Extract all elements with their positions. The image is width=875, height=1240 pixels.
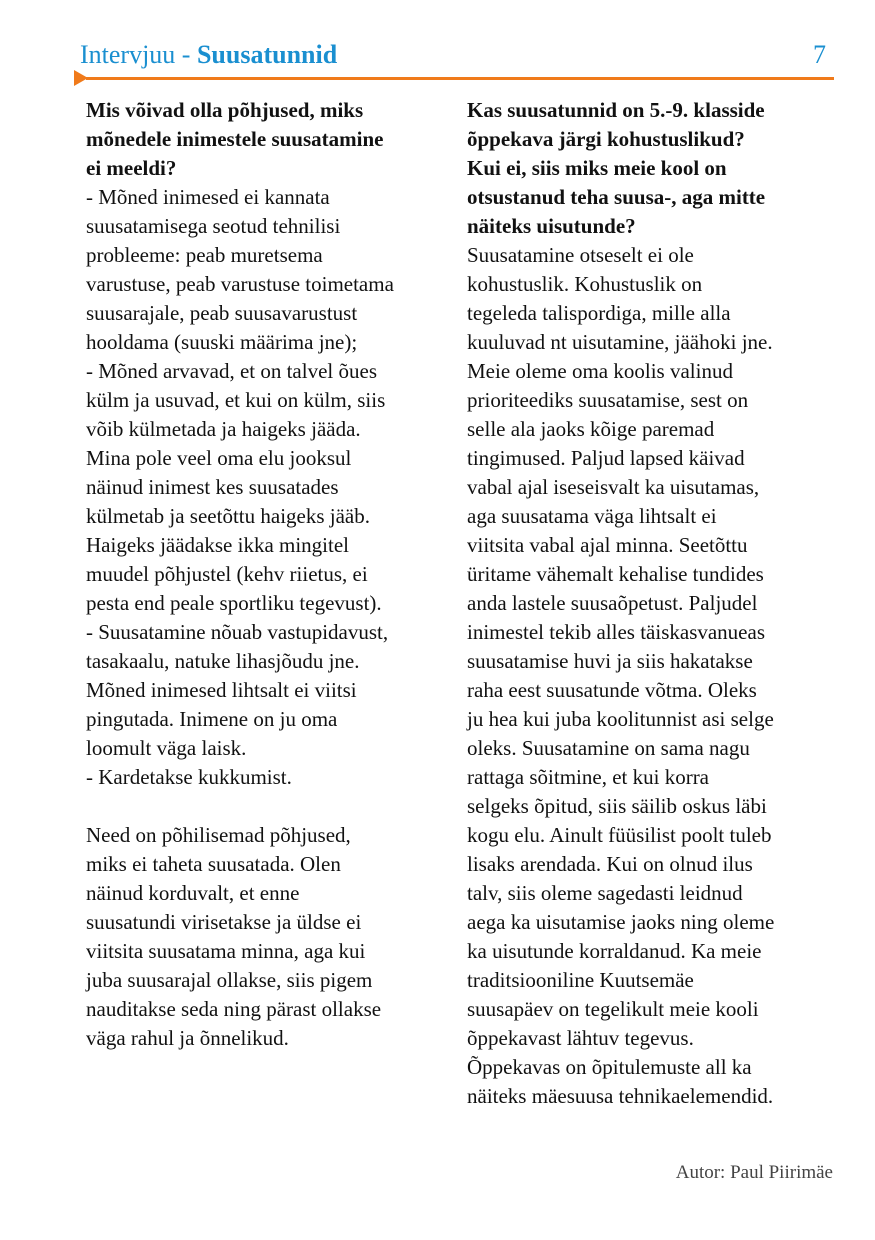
- right-column: [467, 96, 837, 1111]
- left-conclusion: [86, 821, 458, 1053]
- text-line: suusatundi virisetakse ja üldse ei: [86, 910, 362, 934]
- text-line: loomult väga laisk.: [86, 736, 247, 760]
- text-line: ka uisutunde korraldanud. Ka meie: [467, 939, 762, 963]
- header-topic: Suusatunnid: [196, 40, 338, 69]
- text-line: suusarajale, peab suusavarustust: [86, 301, 358, 325]
- text-line: ju hea kui juba koolitunnist asi selge: [467, 707, 774, 731]
- text-line: kohustuslik. Kohustuslik on: [467, 272, 703, 296]
- text-line: Kas suusatunnid on 5.-9. klasside: [467, 98, 765, 122]
- text-line: lisaks arendada. Kui on olnud ilus: [467, 852, 753, 876]
- text-line: Suusatamine otseselt ei ole: [467, 243, 694, 267]
- text-line: tegeleda talispordiga, mille alla: [467, 301, 731, 325]
- text-line: aga suusatama väga lihtsalt ei: [467, 504, 717, 528]
- text-line: varustuse, peab varustuse toimetama: [86, 272, 394, 296]
- text-line: anda lastele suusaõpetust. Paljudel: [467, 591, 758, 615]
- text-line: õppekavast lähtuv tegevus.: [467, 1026, 694, 1050]
- text-line: ei meeldi?: [86, 156, 177, 180]
- text-line: oleks. Suusatamine on sama nagu: [467, 736, 750, 760]
- text-line: Mina pole veel oma elu jooksul: [86, 446, 352, 470]
- left-column: [86, 96, 458, 1053]
- header-title: [80, 40, 337, 70]
- left-answer: [86, 183, 458, 792]
- text-line: - Suusatamine nõuab vastupidavust,: [86, 620, 389, 644]
- text-line: õppekava järgi kohustuslikud?: [467, 127, 745, 151]
- author-credit: Autor: Paul Piirimäe: [675, 1162, 833, 1183]
- text-line: Mõned inimesed lihtsalt ei viitsi: [86, 678, 357, 702]
- text-line: külm ja usuvad, et kui on külm, siis: [86, 388, 386, 412]
- text-line: pingutada. Inimene on ju oma: [86, 707, 338, 731]
- text-line: selgeks õpitud, siis säilib oskus läbi: [467, 794, 767, 818]
- text-line: näiteks uisutunde?: [467, 214, 636, 238]
- text-line: väga rahul ja õnnelikud.: [86, 1026, 289, 1050]
- header-rule: [86, 77, 834, 80]
- paragraph-gap: [86, 792, 458, 821]
- text-line: suusapäev on tegelikult meie kooli: [467, 997, 759, 1021]
- text-line: näiteks mäesuusa tehnikaelemendid.: [467, 1084, 774, 1108]
- text-line: suusatamise huvi ja siis hakatakse: [467, 649, 753, 673]
- right-question: [467, 96, 837, 241]
- text-line: pesta end peale sportliku tegevust).: [86, 591, 382, 615]
- text-line: kuuluvad nt uisutamine, jäähoki jne.: [467, 330, 773, 354]
- text-line: näinud korduvalt, et enne: [86, 881, 300, 905]
- text-line: üritame vähemalt kehalise tundides: [467, 562, 764, 586]
- text-line: - Kardetakse kukkumist.: [86, 765, 292, 789]
- text-line: külmetab ja seetõttu haigeks jääb.: [86, 504, 370, 528]
- text-line: Meie oleme oma koolis valinud: [467, 359, 733, 383]
- text-line: juba suusarajal ollakse, siis pigem: [86, 968, 373, 992]
- text-line: traditsiooniline Kuutsemäe: [467, 968, 694, 992]
- text-line: hooldama (suuski määrima jne);: [86, 330, 358, 354]
- text-line: otsustanud teha suusa-, aga mitte: [467, 185, 766, 209]
- text-line: miks ei taheta suusatada. Olen: [86, 852, 341, 876]
- text-line: Õppekavas on õpitulemuste all ka: [467, 1055, 752, 1079]
- text-line: kogu elu. Ainult füüsilist poolt tuleb: [467, 823, 772, 847]
- text-line: mõnedele inimestele suusatamine: [86, 127, 384, 151]
- text-line: selle ala jaoks kõige paremad: [467, 417, 715, 441]
- text-line: vabal ajal iseseisvalt ka uisutamas,: [467, 475, 760, 499]
- page-number: 7: [813, 40, 826, 69]
- text-line: näinud inimest kes suusatades: [86, 475, 339, 499]
- text-line: nauditakse seda ning pärast ollakse: [86, 997, 382, 1021]
- text-line: võib külmetada ja haigeks jääda.: [86, 417, 361, 441]
- text-line: talv, siis oleme sagedasti leidnud: [467, 881, 743, 905]
- text-line: rattaga sõitmine, et kui korra: [467, 765, 710, 789]
- text-line: inimestel tekib alles täiskasvanueas: [467, 620, 765, 644]
- text-line: raha eest suusatunde võtma. Oleks: [467, 678, 757, 702]
- left-question: [86, 96, 458, 183]
- text-line: tingimused. Paljud lapsed käivad: [467, 446, 745, 470]
- text-line: prioriteediks suusatamise, sest on: [467, 388, 749, 412]
- text-line: Mis võivad olla põhjused, miks: [86, 98, 364, 122]
- text-line: suusatamisega seotud tehnilisi: [86, 214, 341, 238]
- text-line: Need on põhilisemad põhjused,: [86, 823, 351, 847]
- page-header: [80, 40, 830, 74]
- text-line: viitsita vabal ajal minna. Seetõttu: [467, 533, 748, 557]
- text-line: probleeme: peab muretsema: [86, 243, 323, 267]
- text-line: - Mõned arvavad, et on talvel õues: [86, 359, 377, 383]
- right-answer: [467, 241, 837, 1111]
- header-section: Intervjuu -: [80, 40, 197, 69]
- text-line: tasakaalu, natuke lihasjõudu jne.: [86, 649, 360, 673]
- text-line: aega ka uisutamise jaoks ning oleme: [467, 910, 775, 934]
- text-line: muudel põhjustel (kehv riietus, ei: [86, 562, 368, 586]
- text-line: Kui ei, siis miks meie kool on: [467, 156, 727, 180]
- text-line: Haigeks jäädakse ikka mingitel: [86, 533, 350, 557]
- text-line: - Mõned inimesed ei kannata: [86, 185, 330, 209]
- text-line: viitsita suusatama minna, aga kui: [86, 939, 366, 963]
